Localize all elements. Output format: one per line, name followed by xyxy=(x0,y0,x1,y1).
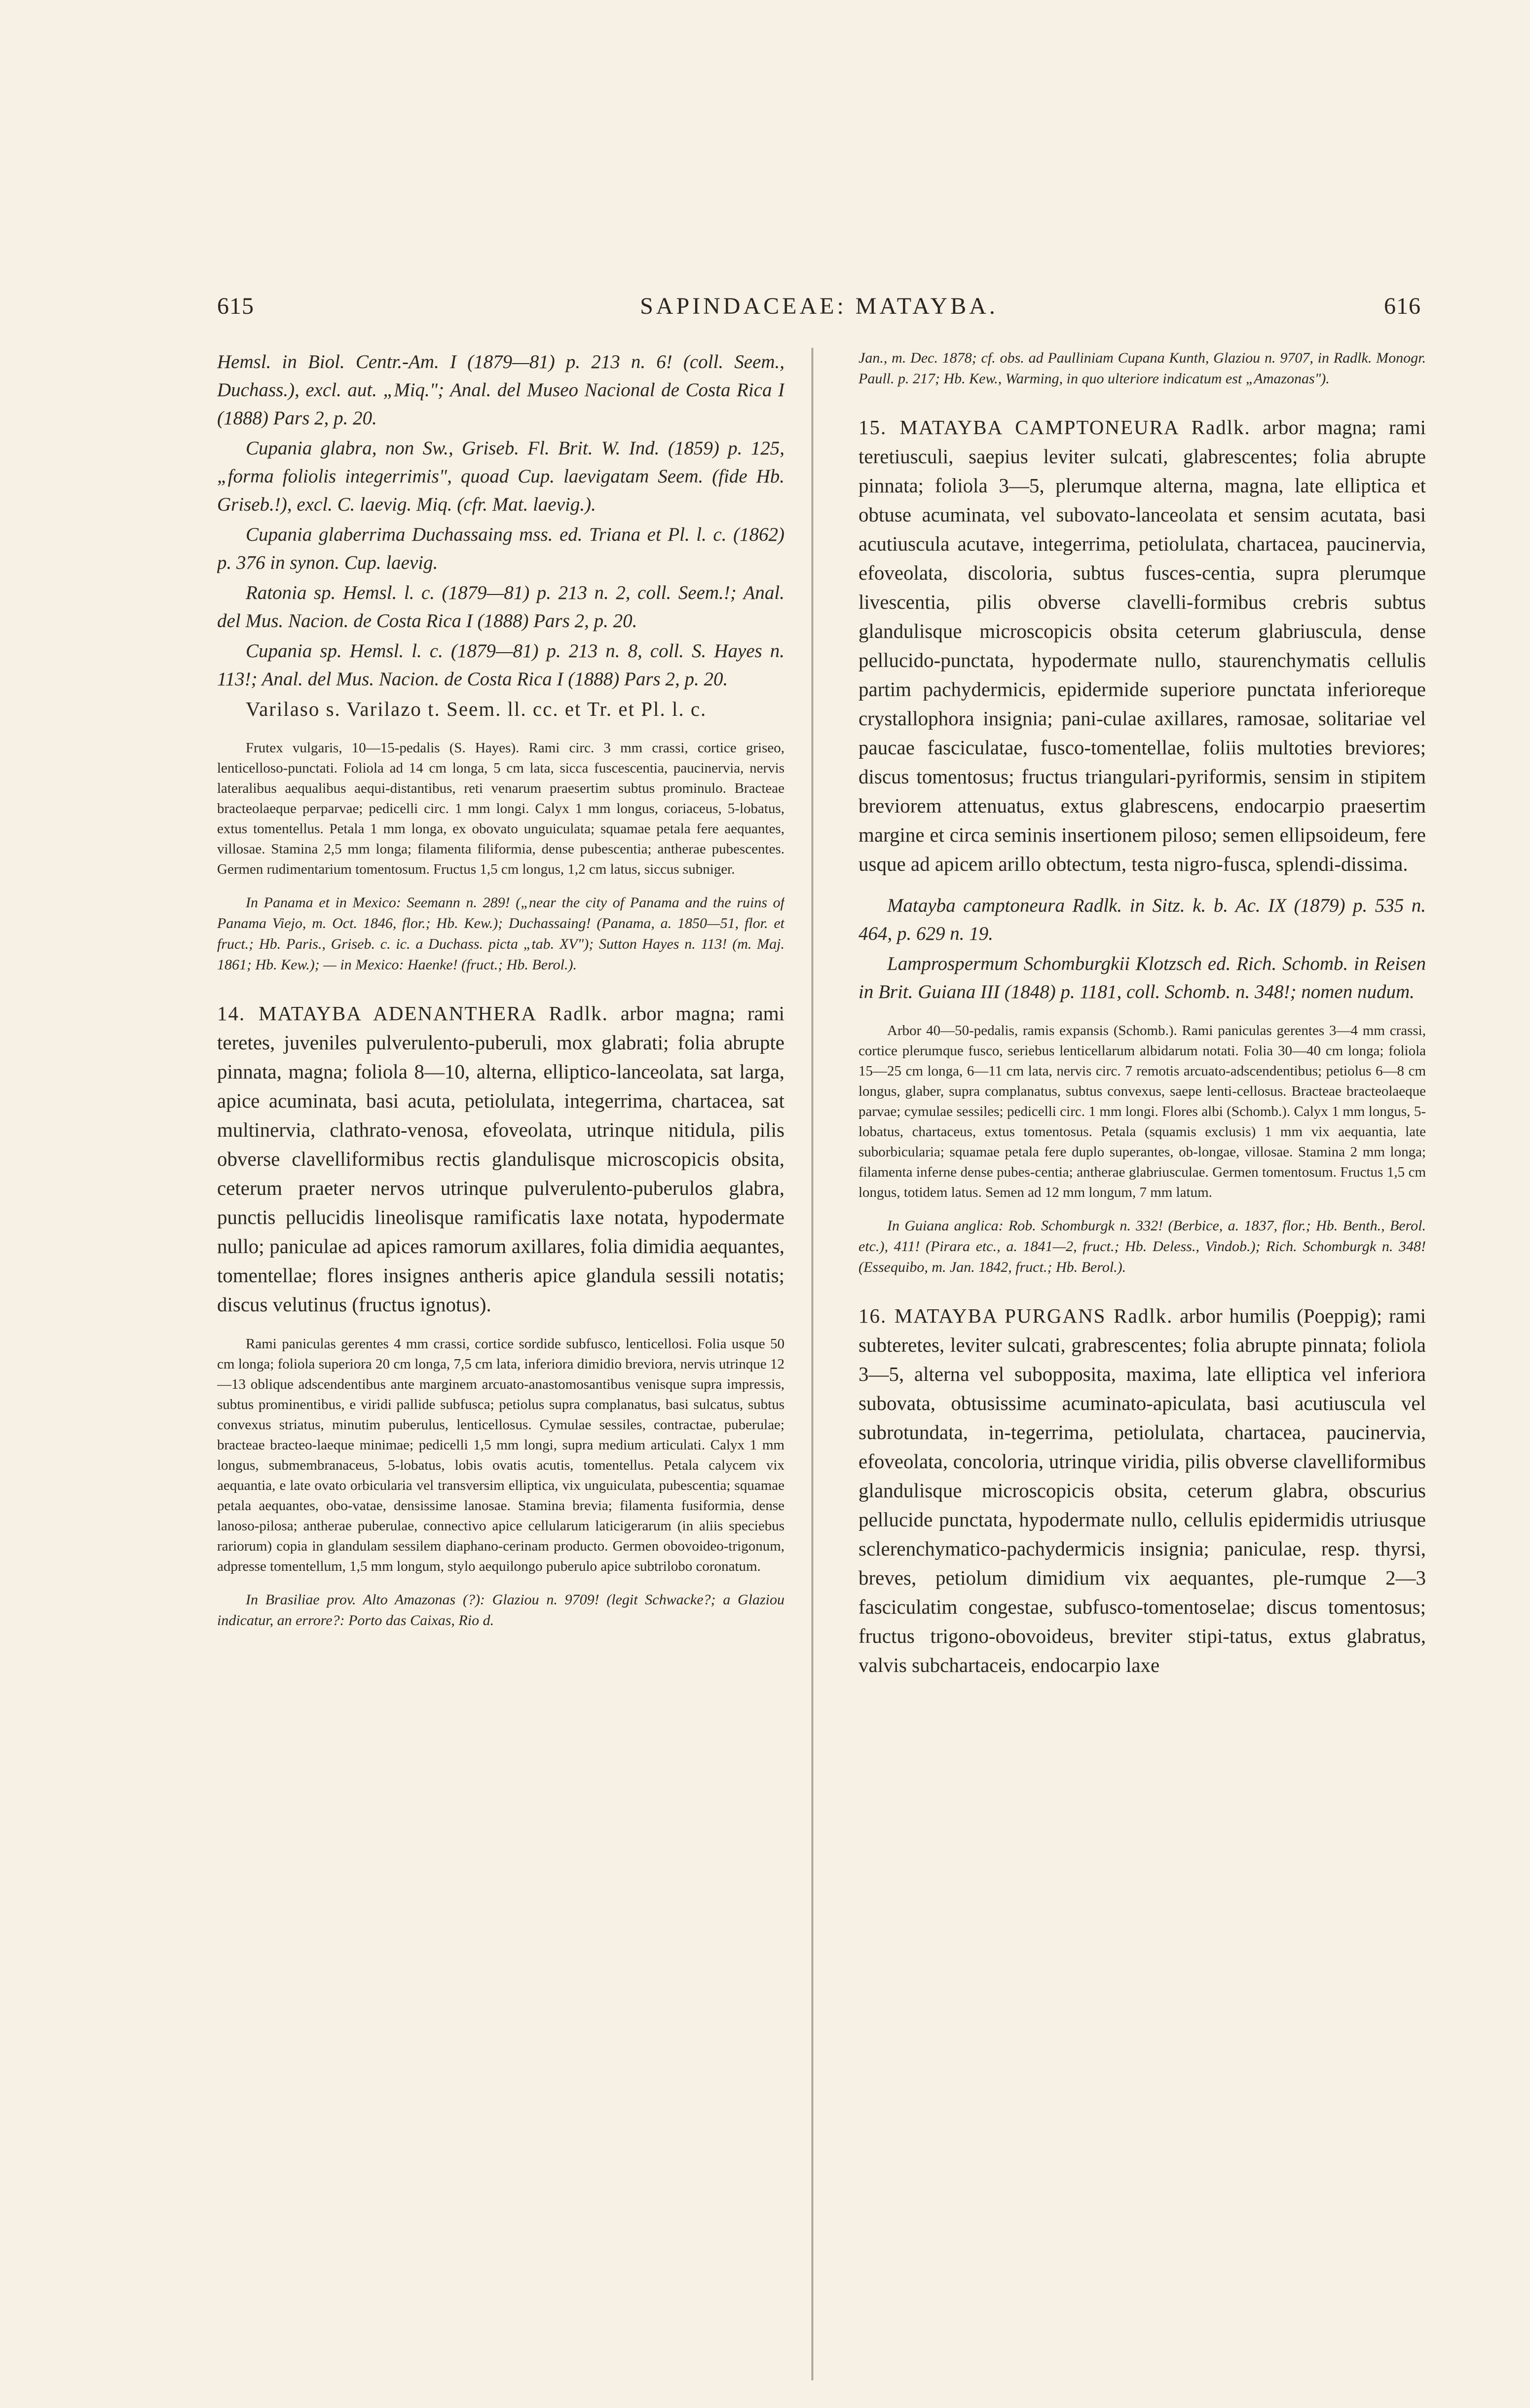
right-column xyxy=(858,348,1426,2361)
species-14-heading: 14. MATAYBA ADENANTHERA Radlk. xyxy=(217,1002,608,1025)
synonym-citation: Cupania sp. Hemsl. l. c. (1879—81) p. 213 n. 8, coll. S. Hayes n. 113!; Anal. del Mus. Nacion. de Costa Rica I (1888) Pars 2, p. 20. xyxy=(217,640,784,690)
page-number-left: 615 xyxy=(217,293,254,319)
locality-continuation: Jan., m. Dec. 1878; cf. obs. ad Paulliniam Cupana Kunth, Glaziou n. 9707, in Radlk. Monogr. Paull. p. 217; Hb. Kew., Warming, in quo ulteriore indicatum est „Amazonas"). xyxy=(858,350,1426,387)
page-number-right: 616 xyxy=(1384,293,1421,319)
synonym-citation: Lamprospermum Schomburgkii Klotzsch ed. Rich. Schomb. in Reisen in Brit. Guiana III (1848) p. 1181, coll. Schomb. n. 348!; nomen nudum. xyxy=(858,953,1426,1002)
description-paragraph: Rami paniculas gerentes 4 mm crassi, cortice sordide subfusco, lenticellosi. Folia usque 50 cm longa; foliola superiora 20 cm longa, 7,5 cm lata, inferiora dimidio breviora, nervis utrinque 12—13 oblique adscendentibus ante marginem arcuato-anastomosantibus venisque supra impressis, subtus prominentibus, e viridi pallide subfusca; petiolus supra complanatus, basi sulcatus, subtus convexus striatus, minutim puberulus, lenticellosus. Cymulae sessiles, contractae, puberulae; bracteae bracteo-laeque minimae; pedicelli 1,5 mm longi, supra medium articulati. Calyx 1 mm longus, submembranaceus, 5-lobatus, lobis ovatis acutis, tomentellus. Petala calycem vix aequantia, e late ovato orbicularia vel transversim elliptica, vix unguiculata, pubescentia; squamae petala aequantes, obo-vatae, densissime lanosae. Stamina brevia; filamenta fusiformia, dense lanoso-pilosa; antherae puberulae, connectivo apice cellularum laticigerarum (in aliis speciebus rariorum) copia in glandulam sessilem diaphano-cerinam producto. Germen obovoideo-trigonum, adpresse tomentellum, 1,5 mm longum, stylo aequilongo puberulo apice subtrilobo coronatum. xyxy=(217,1336,784,1574)
synonym-citation: Cupania glabra, non Sw., Griseb. Fl. Brit. W. Ind. (1859) p. 125, „forma foliolis integerrimis", quoad Cup. laevigatam Seem. (fide Hb. Griseb.!), excl. C. laevig. Miq. (cfr. Mat. laevig.). xyxy=(217,438,784,515)
description-paragraph: Frutex vulgaris, 10—15-pedalis (S. Hayes). Rami circ. 3 mm crassi, cortice griseo, lenticelloso-punctati. Foliola ad 14 cm longa, 5 cm lata, sicca fuscescentia, paucinervia, nervis lateralibus aequalibus aequi-distantibus, reti venarum praesertim subtus prominulo. Bracteae bracteolaeque perparvae; pedicelli circ. 1 mm longi. Calyx 1 mm longus, coriaceus, 5-lobatus, extus tomentellus. Petala 1 mm longa, ex obovato unguiculata; squamae petala fere aequantes, villosae. Stamina 2,5 mm longa; filamenta filiformia, dense pubescentia; antherae pubescentes. Germen rudimentarium tomentosum. Fructus 1,5 cm longus, 1,2 cm latus, siccus subniger. xyxy=(217,740,784,877)
species-16-heading: 16. MATAYBA PURGANS Radlk. xyxy=(858,1304,1173,1327)
page-header xyxy=(217,293,1421,332)
locality-paragraph: In Brasiliae prov. Alto Amazonas (?): Glaziou n. 9709! (legit Schwacke?; a Glaziou indicatur, an errore?: Porto das Caixas, Rio d. xyxy=(217,1592,784,1629)
description-paragraph: Arbor 40—50-pedalis, ramis expansis (Schomb.). Rami paniculas gerentes 3—4 mm crassi, cortice plerumque fusco, seriebus lenticellarum albidarum notati. Folia 30—40 cm longa; foliola 15—25 cm longa, 6—11 cm lata, nervis circ. 7 remotis arcuato-adscendentibus; petiolus 6—8 cm longus, glaber, supra complanatus, subtus convexus, saepe lenti-cellosus. Bracteae bracteolaeque parvae; cymulae sessiles; pedicelli circ. 1 mm longi. Flores albi (Schomb.). Calyx 1 mm longus, 5-lobatus, chartaceus, extus tomentosus. Petala (squamis exclusis) 1 mm vix aequantia, late suborbicularia; squamae petala fere duplo superantes, ob-longae, villosae. Stamina 2 mm longa; filamenta inferne dense pubes-centia; antherae glabriusculae. Germen tomentosum. Fructus 1,5 cm longus, totidem latus. Semen ad 12 mm longum, 7 mm latum. xyxy=(858,1023,1426,1200)
left-column xyxy=(217,348,784,2361)
species-16-diagnosis xyxy=(858,1301,1426,1680)
species-15-diagnosis xyxy=(858,413,1426,879)
locality-paragraph: In Guiana anglica: Rob. Schomburgk n. 332! (Berbice, a. 1837, flor.; Hb. Benth., Berol. etc.), 411! (Pirara etc., a. 1841—2, fruct.; Hb. Deless., Vindob.); Rich. Schomburgk n. 348! (Essequibo, m. Jan. 1842, fruct.; Hb. Berol.). xyxy=(858,1218,1426,1275)
synonym-citation: Ratonia sp. Hemsl. l. c. (1879—81) p. 213 n. 2, coll. Seem.!; Anal. del Mus. Nacion. de Costa Rica I (1888) Pars 2, p. 20. xyxy=(217,582,784,631)
species-15-text: arbor magna; rami teretiusculi, saepius leviter sulcati, glabrescentes; folia abrupte pinnata; foliola 3—5, plerumque alterna, magna, late elliptica et obtuse acuminata, vel subovato-lanceolata et sensim acutata, basi acutiuscula acutave, integerrima, petiolulata, chartacea, paucinervia, efoveolata, discoloria, subtus fusces-centia, supra plerumque livescentia, pilis obverse clavelli-formibus crebris subtus glandulisque microscopicis obsita ceterum glabriuscula, dense pellucido-punctata, hypodermate nullo, staurenchymatis cellulis partim pachydermicis, epidermide superiore punctata inferioreque crystallophora insignia; pani-culae axillares, ramosae, solitariae vel paucae fasciculatae, fusco-tomentellae, foliis multoties breviores; discus tomentosus; fructus triangulari-pyriformis, sensim in stipitem breviorem attenuatus, extus glabrescens, endocarpio praesertim margine et circa seminis insertionem piloso; semen ellipsoideum, fere usque ad apicem arillo obtectum, testa nigro-fusca, splendi-dissima. xyxy=(858,416,1426,875)
species-16-text: arbor humilis (Poeppig); rami subteretes, leviter sulcati, grabrescentes; folia abrupte pinnata; foliola 3—5, alterna vel subopposita, maxima, late elliptica vel inferiora subovata, obtusissime acuminato-apiculata, basi acutiuscula vel subrotundata, in-tegerrima, petiolulata, chartacea, paucinervia, efoveolata, concoloria, utrinque viridia, pilis obverse clavelliformibus glandulisque microscopicis obsita, ceterum glabra, obscurius pellucide punctata, hypodermate nullo, cellulis epidermidis utriusque sclerenchymatico-pachydermicis insignia; paniculae, resp. thyrsi, breves, petiolum dimidium vix aequantes, ple-rumque 2—3 fasciculatim congestae, subfusco-tomentoselae; discus tomentosus; fructus trigono-obovoideus, breviter stipi-tatus, extus glabratus, valvis subchartaceis, endocarpio laxe xyxy=(858,1304,1426,1676)
species-14-diagnosis xyxy=(217,999,784,1319)
synonym-citation: Cupania glaberrima Duchassaing mss. ed. Triana et Pl. l. c. (1862) p. 376 in synon. Cup. laevig. xyxy=(217,524,784,573)
species-15-heading: 15. MATAYBA CAMPTONEURA Radlk. xyxy=(858,416,1251,439)
column-divider xyxy=(812,348,813,2380)
synonym-citation: Matayba camptoneura Radlk. in Sitz. k. b. Ac. IX (1879) p. 535 n. 464, p. 629 n. 19. xyxy=(858,895,1426,944)
locality-paragraph: In Panama et in Mexico: Seemann n. 289! („near the city of Panama and the ruins of Panama Viejo, m. Oct. 1846, flor.; Hb. Kew.); Duchassaing! (Panama, a. 1850—51, flor. et fruct.; Hb. Paris., Griseb. c. ic. a Duchass. picta „tab. XV"); Sutton Hayes n. 113! (m. Maj. 1861; Hb. Kew.); — in Mexico: Haenke! (fruct.; Hb. Berol.). xyxy=(217,894,784,973)
running-title: SAPINDACEAE: MATAYBA. xyxy=(640,293,998,319)
species-14-text: arbor magna; rami teretes, juveniles pulverulento-puberuli, mox glabrati; folia abrupte pinnata, magna; foliola 8—10, alterna, elliptico-lanceolata, sat larga, apice acuminata, basi acuta, petiolulata, integerrima, chartacea, sat multinervia, clathrato-venosa, efoveolata, utrinque nitidula, pilis obverse clavelliformibus rectis glandulisque microscopicis obsita, ceterum praeter nervos utrinque pulverulento-puberulos glabra, punctis pellucidis lineolisque ramificatis laxe notata, hypodermate nullo; paniculae ad apices ramorum axillares, folia dimidia aequantes, tomentellae; flores insignes antheris apice glandula sessili notatis; discus velutinus (fructus ignotus). xyxy=(217,1002,784,1316)
vernacular-names: Varilaso s. Varilazo t. Seem. ll. cc. et Tr. et Pl. l. c. xyxy=(246,698,707,720)
synonym-citation: Hemsl. in Biol. Centr.-Am. I (1879—81) p. 213 n. 6! (coll. Seem., Duchass.), excl. aut. „Miq."; Anal. del Museo Nacional de Costa Rica I (1888) Pars 2, p. 20. xyxy=(217,351,784,429)
